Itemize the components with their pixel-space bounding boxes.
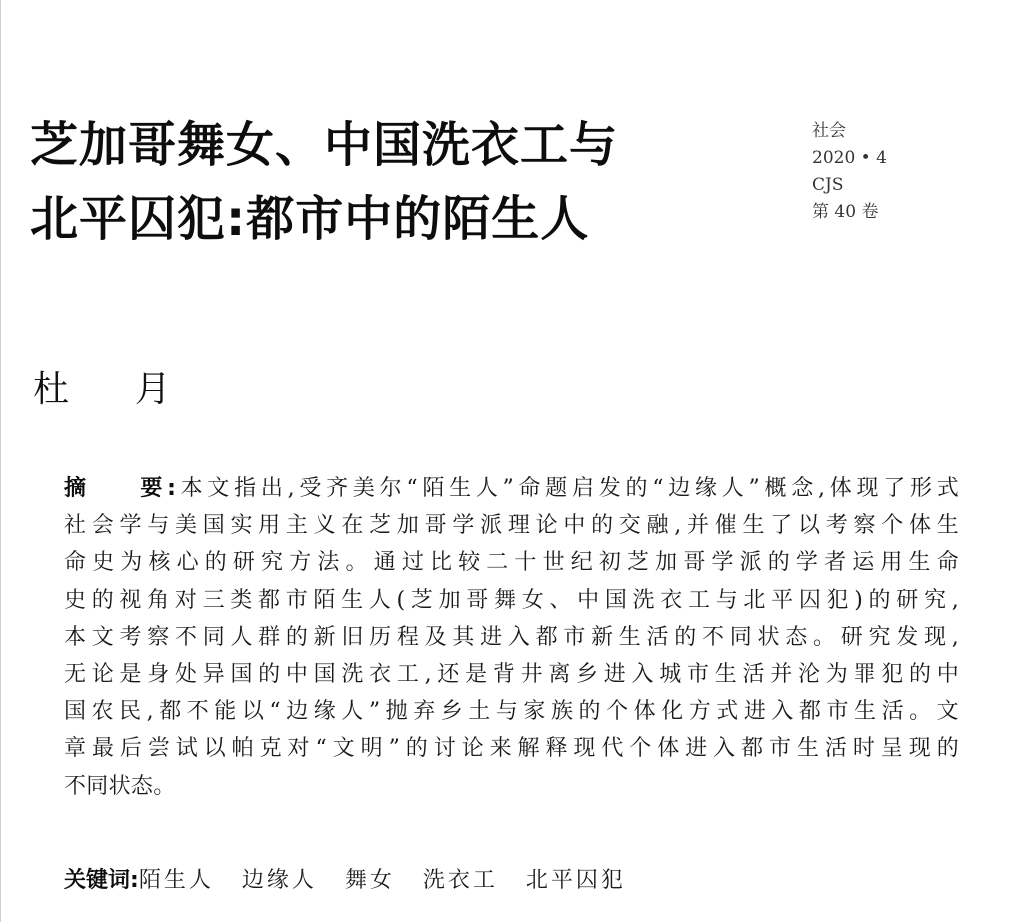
abstract-line: 社会学与美国实用主义在芝加哥学派理论中的交融,并催生了以考察个体生 [64, 513, 959, 539]
article-title [30, 108, 750, 256]
title-line-1: 芝加哥舞女、中国洗衣工与 [30, 117, 619, 173]
abstract-line: 国农民,都不能以“边缘人”抛弃乡土与家族的个体化方式进入都市生活。文 [64, 699, 959, 725]
author-name: 杜 月 [33, 369, 175, 410]
abstract [64, 470, 959, 805]
keywords [64, 862, 654, 899]
abstract-line: 命史为核心的研究方法。通过比较二十世纪初芝加哥学派的学者运用生命 [64, 550, 959, 576]
abstract-line: 史的视角对三类都市陌生人(芝加哥舞女、中国洗衣工与北平囚犯)的研究, [64, 587, 959, 613]
page-edge-line [0, 0, 1, 922]
title-line-2: 北平囚犯:都市中的陌生人 [30, 191, 590, 247]
keyword-item: 边缘人 [241, 868, 317, 893]
keyword-item: 北平囚犯 [525, 868, 626, 893]
keywords-label: 关键词: [64, 868, 139, 893]
keyword-item: 陌生人 [138, 868, 214, 893]
keyword-item: 洗衣工 [422, 868, 498, 893]
journal-name: 社会 [812, 121, 846, 141]
abstract-line: 章最后尝试以帕克对“文明”的讨论来解释现代个体进入都市生活时呈现的 [64, 736, 959, 762]
abstract-line: 摘 要:本文指出,受齐美尔“陌生人”命题启发的“边缘人”概念,体现了形式 [64, 476, 959, 501]
journal-abbr: CJS [812, 175, 844, 195]
journal-info [812, 118, 887, 226]
abstract-label: 摘 要: [64, 476, 177, 501]
journal-issue: 2020 • 4 [812, 148, 887, 168]
abstract-line: 本文考察不同人群的新旧历程及其进入都市新生活的不同状态。研究发现, [64, 624, 959, 650]
keyword-item: 舞女 [344, 868, 395, 893]
journal-volume: 第 40 卷 [812, 202, 879, 222]
abstract-line: 不同状态。 [64, 773, 176, 799]
abstract-line: 无论是身处异国的中国洗衣工,还是背井离乡进入城市生活并沦为罪犯的中 [64, 661, 959, 687]
